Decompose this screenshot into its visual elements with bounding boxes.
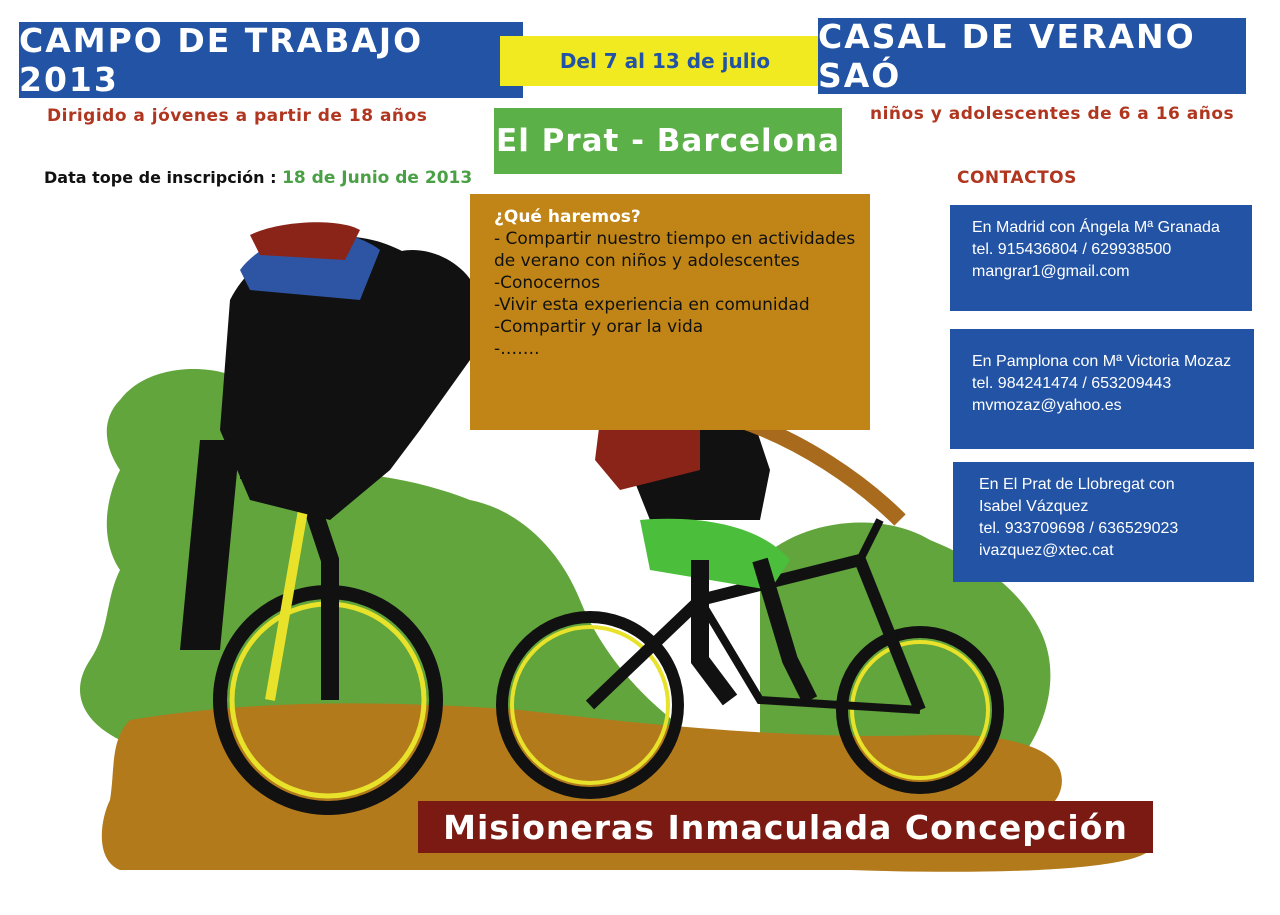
activity-item: -Conocernos [494, 273, 601, 293]
deadline-line [44, 168, 472, 188]
location-banner: El Prat - Barcelona [494, 108, 842, 174]
deadline-label: Data tope de inscripción : [44, 168, 277, 187]
dates-banner: Del 7 al 13 de julio [500, 36, 830, 86]
contact-email[interactable]: mangrar1@gmail.com [972, 263, 1130, 280]
contact-pamplona [950, 329, 1254, 449]
casal-title: CASAL DE VERANO SAÓ [818, 18, 1246, 94]
right-subtitle: niños y adolescentes de 6 a 16 años [870, 104, 1235, 124]
activity-item: -Compartir y orar la vida [494, 317, 704, 337]
left-subtitle: Dirigido a jóvenes a partir de 18 años [47, 106, 428, 126]
contact-email[interactable]: mvmozaz@yahoo.es [972, 397, 1122, 414]
contact-madrid [950, 205, 1252, 311]
organization-banner: Misioneras Inmaculada Concepción [418, 801, 1153, 853]
activities-heading: ¿Qué haremos? [494, 207, 641, 227]
contact-name: En Madrid con Ángela Mª Granada [972, 219, 1220, 236]
deadline-date: 18 de Junio de 2013 [282, 168, 473, 188]
contacts-heading: CONTACTOS [957, 168, 1077, 188]
contact-person: Isabel Vázquez [979, 498, 1089, 515]
activity-item: de verano con niños y adolescentes [494, 251, 800, 271]
contact-phone: tel. 933709698 / 636529023 [979, 520, 1179, 537]
contact-phone: tel. 984241474 / 653209443 [972, 375, 1172, 392]
activity-item: - Compartir nuestro tiempo en actividades [494, 229, 856, 249]
contact-name: En Pamplona con Mª Victoria Mozaz [972, 353, 1232, 370]
activity-item: -Vivir esta experiencia en comunidad [494, 295, 810, 315]
contact-prat [953, 462, 1254, 582]
contact-phone: tel. 915436804 / 629938500 [972, 241, 1172, 258]
contact-name: En El Prat de Llobregat con [979, 476, 1175, 493]
contact-email[interactable]: ivazquez@xtec.cat [979, 542, 1114, 559]
activity-item: -……. [494, 339, 540, 359]
activities-box [470, 194, 870, 430]
campo-title: CAMPO DE TRABAJO 2013 [19, 22, 523, 98]
